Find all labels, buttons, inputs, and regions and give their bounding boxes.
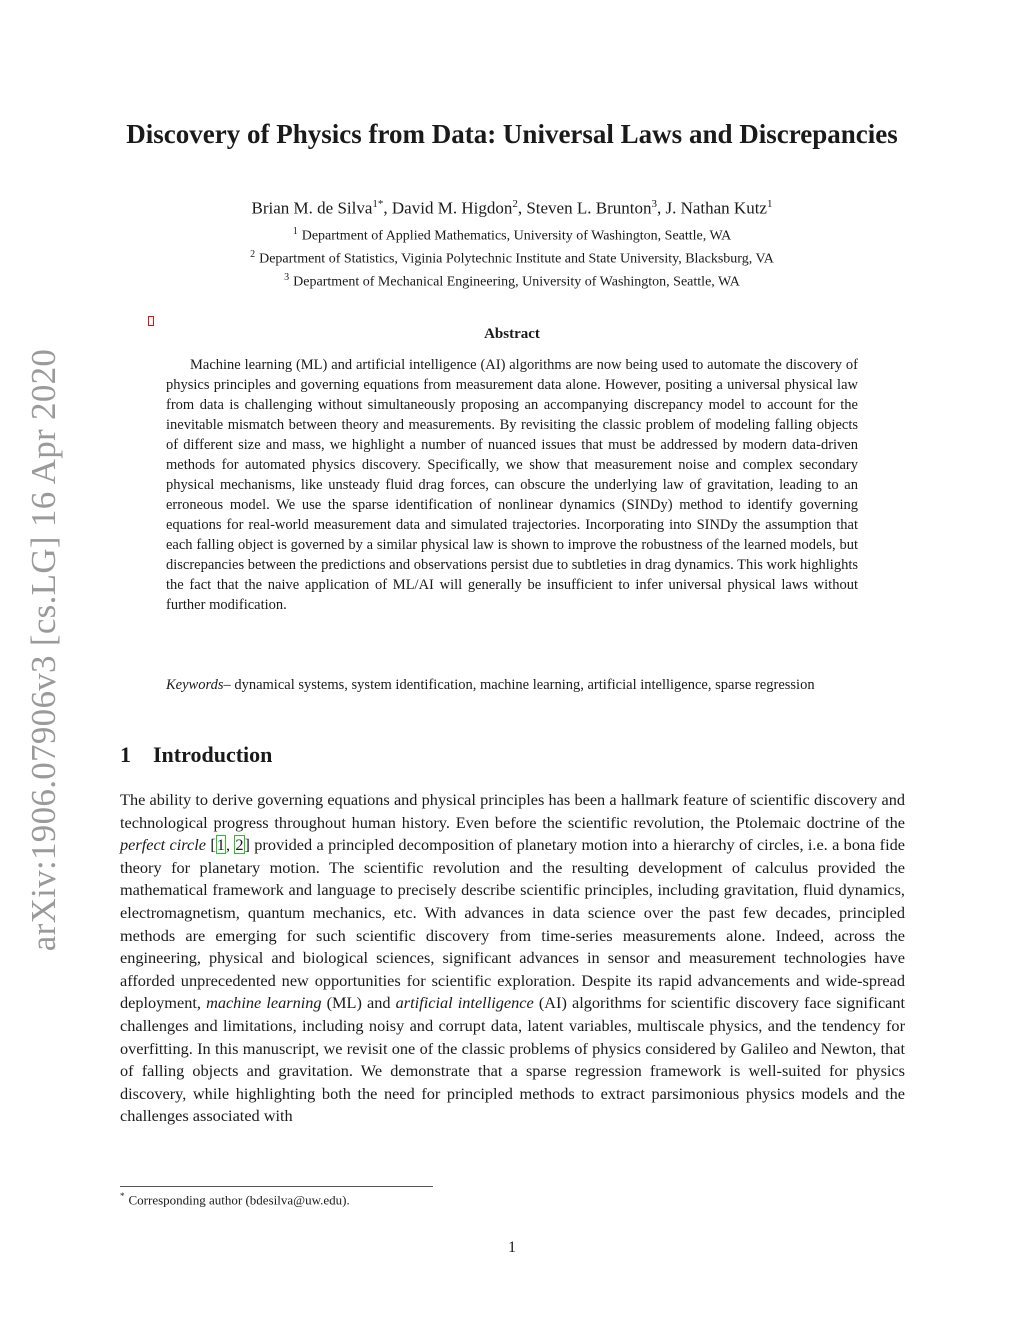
author-name: David M. Higdon [391,198,513,218]
citation-link[interactable]: 2 [235,835,244,855]
keywords-label: Keywords [166,677,224,693]
intro-text: provided a principled decomposition of planetary motion into a hierarchy of circles, i.e. a bona fide theory for planetary motion. The scientific revolution and the resulting development of calculus provided the mathematical framework and language to precisely describe scientific principles, including gravitation, fluid dynamics, electromagnetism, quantum mechanics, etc. With advances in data science over the past few decades, principled methods are emerging for such scientific discovery from time-series measurements alone. Indeed, across the engineering, physical and biological sciences, significant advances in sensor and measurement technologies have afforded unprecedented new opportunities for scientific exploration. Despite its rapid advancements and wide-spread deployment, [120,835,905,1013]
page-number: 1 [508,1239,516,1256]
footnote-mark: * [120,1191,125,1201]
author-list: Brian M. de Silva$^{1*}$, David M. Higdon$^2$, Steven L. Brunton$^3$, J. Nathan Kutz$^1$ [251,198,773,218]
author-mark: 2 [512,198,518,210]
section-heading [120,742,272,768]
arxiv-stamp-text: arXiv:1906.07906v3 [cs.LG] 16 Apr 2020 [24,348,63,952]
footnote-text: Corresponding author (bdesilva@uw.edu). [128,1192,350,1208]
affiliation-text: Department of Statistics, Viginia Polytechnic Institute and State University, Blacksburg, VA [259,251,774,267]
keywords [166,675,858,695]
introduction-paragraph: The ability to derive governing equations and physical principles has been a hallmark feature of scientific discovery and technological progress throughout human history. Even before the scientific revolution, the Ptolemaic doctrine of the perfect circle [1, 2] provided a principled decomposition of planetary motion into a hierarchy of circles, i.e. a bona fide theory for planetary motion. The scientific revolution and the resulting development of calculus provided the mathematical framework and language to precisely describe scientific principles, including gravitation, fluid dynamics, electromagnetism, quantum mechanics, etc. With advances in data science over the past few decades, principled methods are emerging for such scientific discovery from time-series measurements alone. Indeed, across the engineering, physical and biological sciences, significant advances in sensor and measurement technologies have afforded unprecedented new opportunities for scientific exploration. Despite its rapid advancements and wide-spread deployment, machine learning (ML) and artificial intelligence (AI) algorithms for scientific discovery face significant challenges and limitations, including noisy and corrupt data, latent variables, multiscale physics, and the tendency for overfitting. In this manuscript, we revisit one of the classic problems of physics considered by Galileo and Newton, that of falling objects and gravitation. We demonstrate that a sparse regression framework is well-suited for physics discovery, while highlighting both the need for principled methods to extract parsimonious physics models and the challenges associated with [120,790,906,1126]
affiliation-mark: 1 [292,226,298,237]
affiliation-text: Department of Mechanical Engineering, University of Washington, Seattle, WA [293,274,740,290]
intro-emphasis: perfect circle [120,835,207,855]
abstract-heading: Abstract [484,326,540,342]
arxiv-identifier-stamp [8,350,80,950]
affiliation-text: Department of Applied Mathematics, University of Washington, Seattle, WA [301,228,732,244]
affiliation [120,226,904,245]
keywords-text: – dynamical systems, system identification, machine learning, artificial intelligence, sparse regression [223,677,815,693]
paper-title: Discovery of Physics from Data: Universal Laws and Discrepancies [126,119,898,149]
intro-emphasis: machine learning [206,993,322,1013]
intro-text: (ML) and [321,993,396,1013]
annotation-marker [148,316,154,326]
author-mark: 1 [766,198,773,210]
affiliation-mark: 2 [250,249,256,260]
intro-emphasis: artificial intelligence [395,993,534,1013]
author-mark: 1* [372,198,384,210]
citation-link[interactable]: 1 [216,835,225,855]
affiliation-mark: 3 [284,272,290,283]
author-name: Brian M. de Silva [251,198,373,218]
author-mark: 3 [651,198,657,210]
intro-text: The ability to derive governing equations and physical principles has been a hallmark feature of scientific discovery and technological progress throughout human history. Even before the scientific revolution, the Ptolemaic doctrine of the [120,790,905,832]
abstract-text: Machine learning (ML) and artificial intelligence (AI) algorithms are now being used to automate the discovery of physics principles and governing equations from measurement data alone. However, positing a universal physical law from data is challenging without simultaneously proposing an accompanying discrepancy model to account for the inevitable mismatch between theory and measurements. By revisiting the classic problem of modeling falling objects of different size and mass, we highlight a number of nuanced issues that must be addressed by modern data-driven methods for automated physics discovery. Specifically, we show that measurement noise and complex secondary physical mechanisms, like unsteady fluid drag forces, can obscure the underlying law of gravitation, leading to an erroneous model. We use the sparse identification of nonlinear dynamics (SINDy) method to identify governing equations for real-world measurement data and simulated trajectories. Incorporating into SINDy the assumption that each falling object is governed by a similar physical law is shown to improve the robustness of the learned models, but discrepancies between the predictions and observations persist due to subtleties in drag dynamics. This work highlights the fact that the naive application of ML/AI will generally be insufficient to infer universal physical laws without further modification. [166,357,858,613]
affiliation [120,272,904,291]
footnote-divider [120,1186,433,1187]
intro-text: (AI) algorithms for scientific discovery face significant challenges and limitations, including noisy and corrupt data, latent variables, multiscale physics, and the tendency for overfitting. In this manuscript, we revisit one of the classic problems of physics considered by Galileo and Newton, that of falling objects and gravitation. We demonstrate that a sparse regression framework is well-suited for physics discovery, while highlighting both the need for principled methods to extract parsimonious physics models and the challenges associated with [120,993,906,1126]
footnote [120,1191,350,1208]
affiliation [120,249,904,268]
author-name: J. Nathan Kutz [665,198,767,218]
section-number: 1 [120,742,131,767]
section-title: Introduction [153,742,273,767]
author-name: Steven L. Brunton [526,198,652,218]
